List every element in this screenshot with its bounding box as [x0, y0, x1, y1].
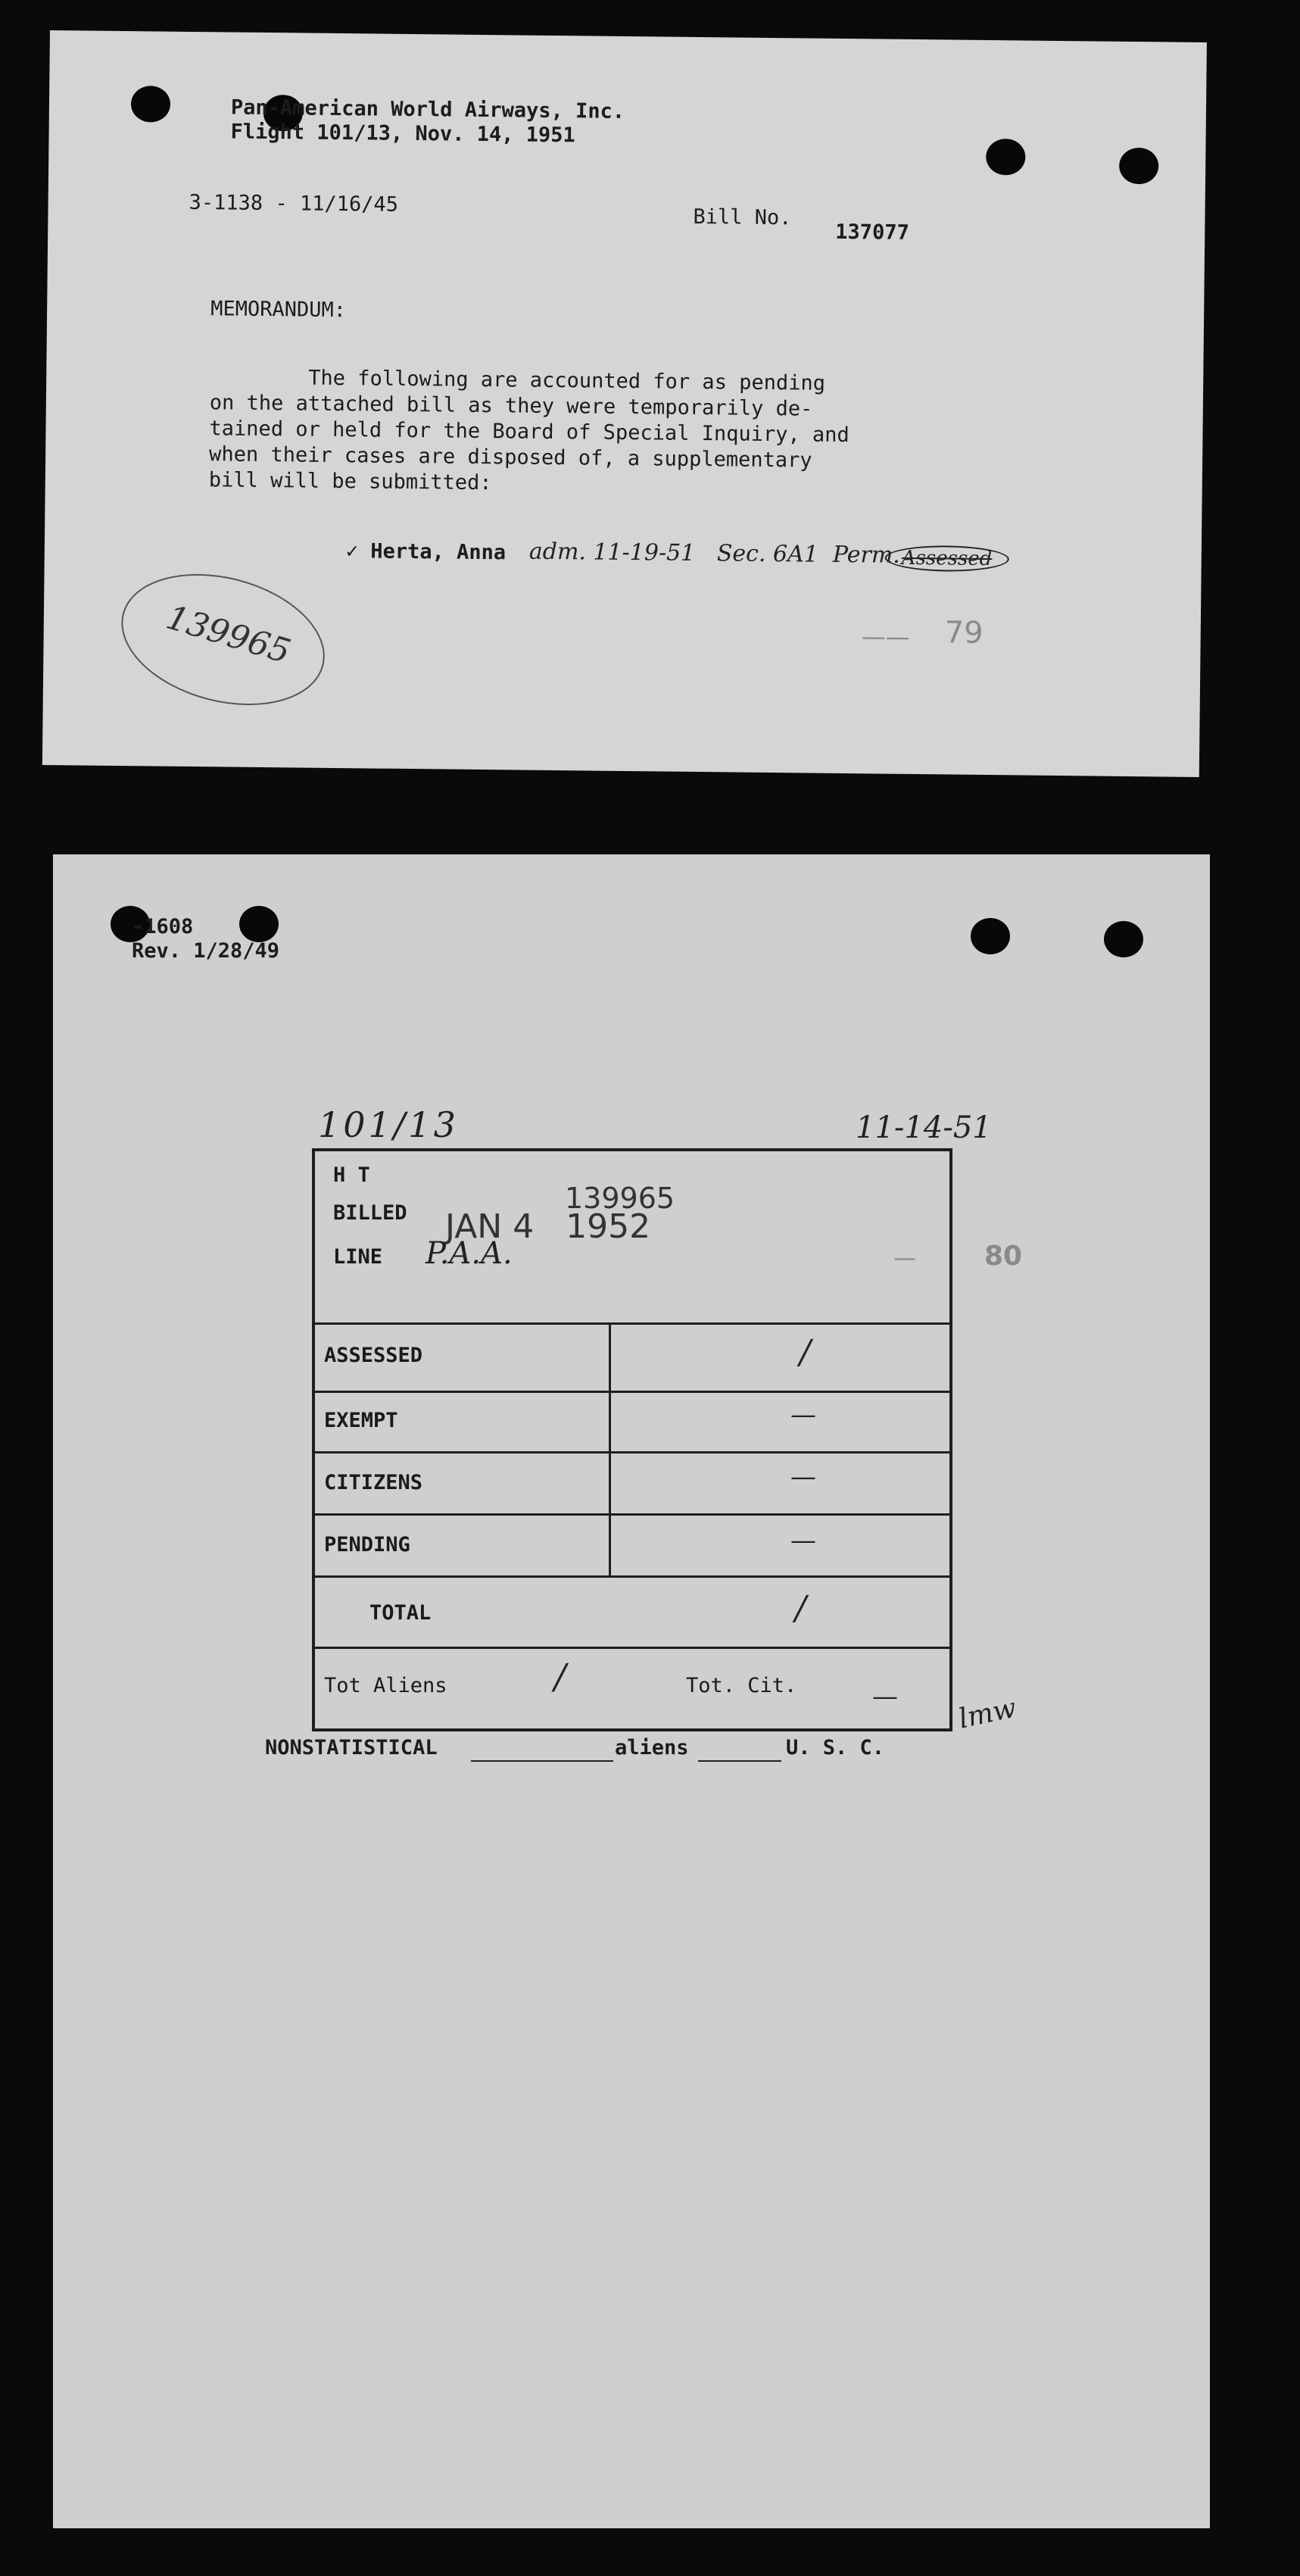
pending-entry-name: ✓ Herta, Anna: [345, 539, 507, 565]
circled-number: 139965: [161, 598, 295, 672]
memo-heading: MEMORANDUM:: [210, 297, 347, 323]
billed-number-stamp: 139965: [565, 1182, 675, 1215]
tot-cit-label: Tot. Cit.: [686, 1674, 797, 1697]
form-code: -1608: [132, 915, 194, 938]
memo-body-line: when their cases are disposed of, a supplementary: [208, 442, 812, 473]
row-value-assessed: /: [800, 1333, 811, 1372]
row-label-citizens: CITIZENS: [324, 1471, 423, 1494]
row-value-exempt: —: [790, 1400, 816, 1430]
ht-label: H T: [333, 1163, 370, 1187]
blank-line: [698, 1760, 781, 1762]
punch-hole: [986, 139, 1025, 176]
grid-line: [315, 1322, 949, 1325]
memo-body-line: on the attached bill as they were temporarily de-: [209, 391, 813, 421]
aliens-label: aliens: [615, 1736, 689, 1759]
grid-line: [315, 1575, 949, 1578]
page-dash: —: [893, 1245, 916, 1272]
row-value-pending: —: [790, 1525, 816, 1556]
tot-aliens-label: Tot Aliens: [324, 1674, 447, 1697]
memorandum-card: [42, 30, 1207, 777]
memo-body-line: bill will be submitted:: [208, 468, 492, 495]
flight-handwritten: 101/13: [318, 1104, 459, 1145]
form-revision: Rev. 1/28/49: [132, 939, 280, 963]
form-page-number: 80: [984, 1241, 1023, 1272]
flight-line: Flight 101/13, Nov. 14, 1951: [230, 120, 575, 148]
memo-page-number: 79: [944, 615, 984, 651]
company-name: Pan-American World Airways, Inc.: [230, 95, 625, 123]
grid-line: [609, 1322, 611, 1575]
grid-line: [315, 1451, 949, 1453]
billed-date-stamp: JAN 4 1952: [445, 1207, 651, 1246]
usc-label: U. S. C.: [786, 1736, 885, 1759]
memo-body-line: The following are accounted for as pending: [210, 365, 826, 395]
assessed-annotation: Assessed: [885, 545, 1009, 573]
page-dash: ——: [861, 622, 910, 651]
bill-number: 137077: [835, 220, 909, 245]
billed-label: BILLED: [333, 1201, 407, 1225]
row-label-total: TOTAL: [369, 1601, 432, 1625]
row-label-pending: PENDING: [324, 1533, 410, 1557]
grid-line: [315, 1647, 949, 1649]
line-value: P.A.A.: [426, 1236, 513, 1271]
blank-line: [471, 1760, 613, 1762]
punch-hole: [1104, 921, 1143, 957]
billing-form-card: [53, 854, 1210, 2528]
bill-label: Bill No.: [693, 205, 792, 230]
row-value-total: /: [795, 1589, 806, 1628]
tot-cit-value: —: [872, 1681, 898, 1712]
row-label-assessed: ASSESSED: [324, 1344, 423, 1367]
memo-form-code: 3-1138 - 11/16/45: [189, 190, 399, 217]
initials: lmw: [956, 1692, 1019, 1735]
grid-line: [315, 1391, 949, 1393]
nonstatistical-label: NONSTATISTICAL: [265, 1736, 438, 1759]
row-label-exempt: EXEMPT: [324, 1409, 398, 1432]
row-value-citizens: —: [790, 1462, 816, 1492]
punch-hole: [971, 918, 1010, 954]
line-label: LINE: [333, 1245, 383, 1269]
tot-aliens-value: /: [554, 1656, 566, 1697]
memo-body-line: tained or held for the Board of Special Inquiry, and: [209, 417, 850, 448]
punch-hole: [239, 906, 279, 942]
punch-hole: [131, 86, 170, 123]
grid-line: [315, 1513, 949, 1516]
statistics-form: [312, 1148, 952, 1731]
punch-hole: [1119, 148, 1158, 185]
pending-entry-note: adm. 11-19-51 Sec. 6A1 Perm.: [528, 538, 901, 569]
date-handwritten: 11-14-51: [856, 1110, 992, 1145]
